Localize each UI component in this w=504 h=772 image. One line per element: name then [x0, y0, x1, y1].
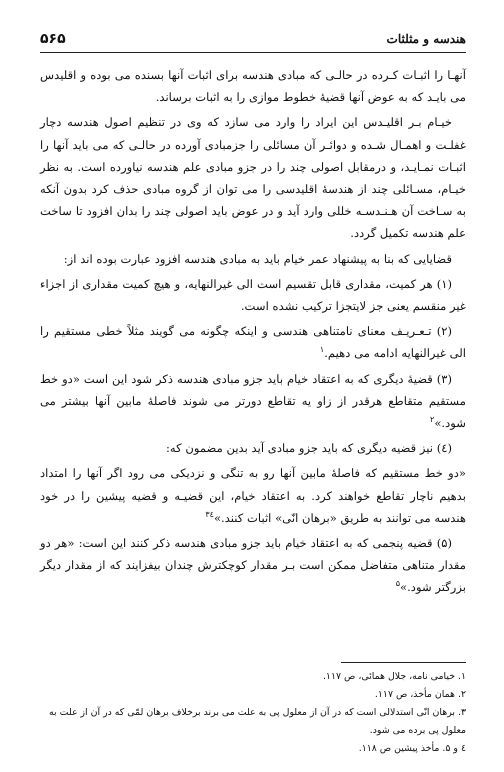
footnote-mark-5: ۵ — [395, 579, 401, 589]
footnote-3: ۳. برهان انّی استدلالی است که در آن از معلول پی به علت می برند برخلاف برهان لمّی که در آن از علت به معلول پی برده می شود. — [49, 707, 466, 736]
paragraph-4: (۱) هر کمیت، مقداری قابل تقسیم است الی غیرالنهایه، و هیچ کمیت مقداری از اجزاء غیر منقسم یعنی جز لایتجزا ترکیب نشده است. — [40, 276, 466, 314]
paragraph-8-text: «دو خط مستقیم که فاصلهٔ مابین آنها رو به تنگی و نزدیکی می رود اگر آنها را امتداد بدهیم ناچار تقاطع خواهند کرد. به اعتقاد خیام، این قضیـه و قضیه پیشین را در خود هندسه می توانند به طریق «برهان انّی» اثبات کنند.» — [40, 466, 466, 525]
footnote-rule — [341, 662, 466, 663]
footnote-mark-3: ۳ — [205, 510, 210, 519]
paragraph-1: آنهـا را اثبـات کـرده در حالـی که مبادی هندسه برای اثبات آنها بسنده می بوده و اقلیدس می بایـد که به عوض آنها قضیهٔ خطوط موازی را به اثبات برساند. — [40, 68, 466, 105]
paragraph-9-text: (۵) قضیه پنجمی که به اعتقاد خیام باید جزو مبادی هندسه ذکر کنند این است: «هر دو مقدار متناهی متفاضل ممکن است بـر مقدار کوچکترش چندان بیفزایند که از مقدار دیگر بزرگتر شود.» — [40, 536, 466, 595]
paragraph-5 — [40, 320, 466, 364]
body-text — [40, 64, 466, 602]
paragraph-5-text: (۲) تـعـریـف معنای نامتناهی هندسی و اینکه چگونه می گویند مثلاً خطی مستقیم را الی غیرالنهایه ادامه می دهیم. — [40, 324, 466, 361]
paragraph-2: خیـام بـر اقلیـدس این ایراد را وارد می سازد که وی در تنظیم اصول هندسه دچار غفلـت و اهمـال شـده و دوائـر آن مسائلی را جزمبادی آورده در حالـی که می باید آنها را اثبـات نمـایـد، و درمقابل اصولی چند را در جزو مبادی علم هندسه نیاورده است. به نظر خیـام، مسـائلی چند از هندسهٔ اقلیدسی را می توان از گروه مبادی حذف کرد بدون آنکه به سـاخت آن هـنـدسـه خللی وارد آید و در عوض باید اصولی چند را بدان افزود تا ساخت علم هندسه تکمیل گردد. — [40, 115, 466, 241]
running-header — [40, 27, 466, 51]
header-rule — [40, 52, 466, 53]
footnote-mark-1: ۱ — [319, 345, 325, 355]
footnote-mark-4: ٤ — [209, 510, 214, 519]
paragraph-9 — [40, 532, 466, 599]
chapter-title: هندسه و مثلثات — [386, 32, 466, 46]
footnote-2: ۲. همان مأخذ، ص ۱۱۷. — [374, 689, 466, 700]
footnote-1: ۱. خیامی نامه، جلال همائی، ص ۱۱۷. — [322, 671, 466, 682]
paragraph-3: قضایایی که بنا به پیشنهاد عمر خیام باید به مبادی هندسه افزود عبارت بوده اند از: — [63, 251, 452, 266]
page-number: ۵۶۵ — [40, 31, 66, 47]
paragraph-6-text: (۳) قضیهٔ دیگری که به اعتقاد خیام باید جزو مبادی هندسه ذکر شود این است «دو خط مستقیم متقاطع هرقدر از زاو یه تقاطع دورتر می شوند فاصلهٔ مابین آنها بیشتر می شود.» — [40, 371, 466, 431]
footnote-mark-2: ۲ — [430, 415, 435, 425]
paragraph-8 — [40, 462, 466, 529]
paragraph-6 — [40, 368, 466, 435]
footnote-4: ٤ و ۵. مأخذ پیشین ص ۱۱۸. — [358, 743, 466, 754]
footnotes — [40, 668, 466, 758]
paragraph-7: (٤) نیز قضیه دیگری که باید جزو مبادی آید بدین مضمون که: — [166, 441, 452, 456]
